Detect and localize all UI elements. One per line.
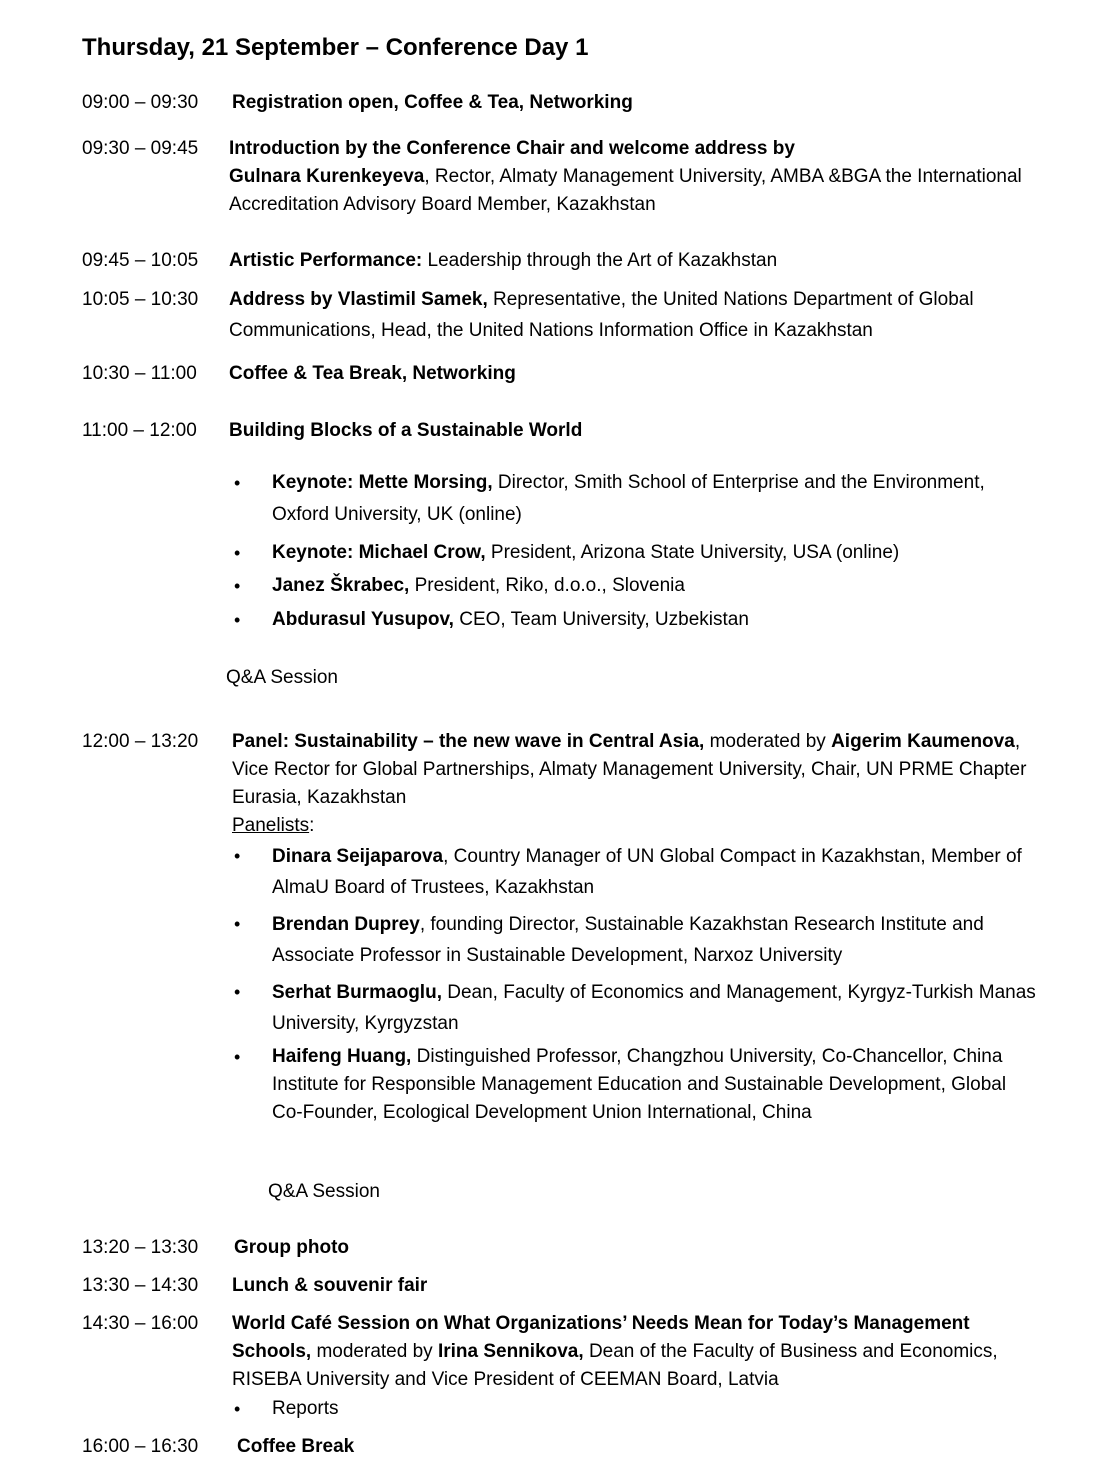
speaker-name: Gulnara Kurenkeyeva	[229, 166, 425, 187]
time-slot: 13:20 – 13:30	[82, 1237, 199, 1258]
time-slot: 16:00 – 16:30	[82, 1436, 199, 1457]
session-content	[229, 247, 1041, 275]
session-title: World Café Session on What Organizations’ Needs Mean for Today’s Management Schools,	[232, 1313, 970, 1362]
speaker-description: CEO, Team University, Uzbekistan	[453, 609, 749, 630]
speaker-name: Serhat Burmaoglu,	[272, 982, 442, 1003]
panelists-label: Panelists	[232, 815, 310, 836]
session-title: Registration open, Coffee & Tea, Networking	[232, 92, 633, 113]
bullet-icon: •	[234, 543, 241, 563]
bullet-icon: •	[234, 914, 241, 934]
speaker-name: Haifeng Huang,	[272, 1046, 412, 1067]
session-content: World Café Session on What Organizations’ Needs Mean for Today’s Management Schools, moderated by Irina Sennikova, Dean of the Faculty of Business and Economics, RISEBA University and Vice President of CEEMAN Board, Latvia • Reports	[232, 1310, 1032, 1423]
list-item	[232, 604, 1022, 636]
session-title: Coffee & Tea Break, Networking	[229, 363, 516, 384]
session-title: Lunch & souvenir fair	[232, 1275, 428, 1296]
list-item	[232, 570, 1022, 602]
session-title: Building Blocks of a Sustainable World	[229, 420, 583, 441]
session-content	[229, 135, 1041, 219]
time-slot: 10:30 – 11:00	[82, 363, 197, 384]
page-title: Thursday, 21 September – Conference Day 1	[82, 34, 589, 61]
speaker-description: President, Arizona State University, USA (online)	[485, 542, 900, 563]
moderator-description: Dean of the Faculty of Business and Economics, RISEBA University and Vice President of CEEMAN Board, Latvia	[232, 1341, 998, 1390]
list-item	[232, 1395, 1032, 1423]
reports-label: Reports	[272, 1398, 339, 1419]
list-item	[232, 467, 1022, 531]
speaker-name: Dinara Seijaparova	[272, 846, 444, 867]
speaker-description: Representative, the United Nations Department of Global Communications, Head, the United Nations Information Office in Kazakhstan	[229, 289, 974, 341]
speaker-name: Janez Škrabec,	[272, 575, 410, 596]
speaker-description: Director, Smith School of Enterprise and the Environment, Oxford University, UK (online)	[272, 472, 985, 525]
speaker-description: Distinguished Professor, Changzhou University, Co-Chancellor, China Institute for Responsible Management Education and Sustainable Development, Global Co-Founder, Ecological Development Union International, China	[272, 1046, 1007, 1123]
speaker-name: Abdurasul Yusupov,	[272, 609, 454, 630]
list-item	[232, 1043, 1037, 1127]
list-item	[232, 841, 1037, 903]
session-title: Panel: Sustainability – the new wave in Central Asia,	[232, 731, 705, 752]
time-slot: 09:30 – 09:45	[82, 138, 199, 159]
speaker-description: , Country Manager of UN Global Compact in Kazakhstan, Member of AlmaU Board of Trustees, Kazakhstan	[272, 846, 1022, 898]
list-item	[232, 537, 1022, 569]
session-title: Introduction by the Conference Chair and welcome address by	[229, 138, 795, 159]
session-title: Coffee Break	[237, 1436, 355, 1457]
bullet-icon: •	[234, 576, 241, 596]
bullet-icon: •	[234, 1047, 241, 1067]
speaker-description: , Rector, Almaty Management University, AMBA &BGA the International Accreditation Advisory Board Member, Kazakhstan	[229, 166, 1022, 215]
session-title: Artistic Performance:	[229, 250, 423, 271]
time-slot: 13:30 – 14:30	[82, 1275, 199, 1296]
bullet-icon: •	[234, 1399, 241, 1419]
moderator-description: , Vice Rector for Global Partnerships, Almaty Management University, Chair, UN PRME Chapter Eurasia, Kazakhstan	[232, 731, 1027, 808]
moderator-name: Irina Sennikova,	[437, 1341, 584, 1362]
session-title: Group photo	[234, 1237, 350, 1258]
session-content	[229, 284, 1041, 346]
qa-session-label: Q&A Session	[226, 667, 338, 688]
bullet-icon: •	[234, 473, 241, 493]
list-item	[232, 977, 1037, 1039]
bullet-icon: •	[234, 846, 241, 866]
bullet-icon: •	[234, 610, 241, 630]
time-slot: 09:00 – 09:30	[82, 92, 199, 113]
time-slot: 14:30 – 16:00	[82, 1313, 199, 1334]
list-item	[232, 909, 1037, 971]
session-content: Panel: Sustainability – the new wave in Central Asia, moderated by Aigerim Kaumenova, Vice Rector for Global Partnerships, Almaty Management University, Chair, UN PRME Chapter Eurasia, Kazakhstan Panelists:	[232, 731, 1027, 836]
bullet-icon: •	[234, 982, 241, 1002]
speaker-description: Dean, Faculty of Economics and Management, Kyrgyz-Turkish Manas University, Kyrgyzstan	[272, 982, 1036, 1034]
speaker-name: Brendan Duprey	[272, 914, 420, 935]
speaker-name: Keynote: Michael Crow,	[272, 542, 486, 563]
time-slot: 09:45 – 10:05	[82, 250, 199, 271]
qa-session-label: Q&A Session	[268, 1181, 380, 1202]
moderator-name: Aigerim Kaumenova	[831, 731, 1015, 752]
speaker-name: Keynote: Mette Morsing,	[272, 472, 493, 493]
speaker-name: Address by Vlastimil Samek,	[229, 289, 488, 310]
speaker-description: , founding Director, Sustainable Kazakhstan Research Institute and Associate Professor in Sustainable Development, Narxoz University	[272, 914, 984, 966]
session-description: Leadership through the Art of Kazakhstan	[422, 250, 778, 271]
time-slot: 12:00 – 13:20	[82, 731, 199, 752]
speaker-description: President, Riko, d.o.o., Slovenia	[409, 575, 685, 596]
time-slot: 10:05 – 10:30	[82, 289, 199, 310]
time-slot: 11:00 – 12:00	[82, 420, 197, 441]
